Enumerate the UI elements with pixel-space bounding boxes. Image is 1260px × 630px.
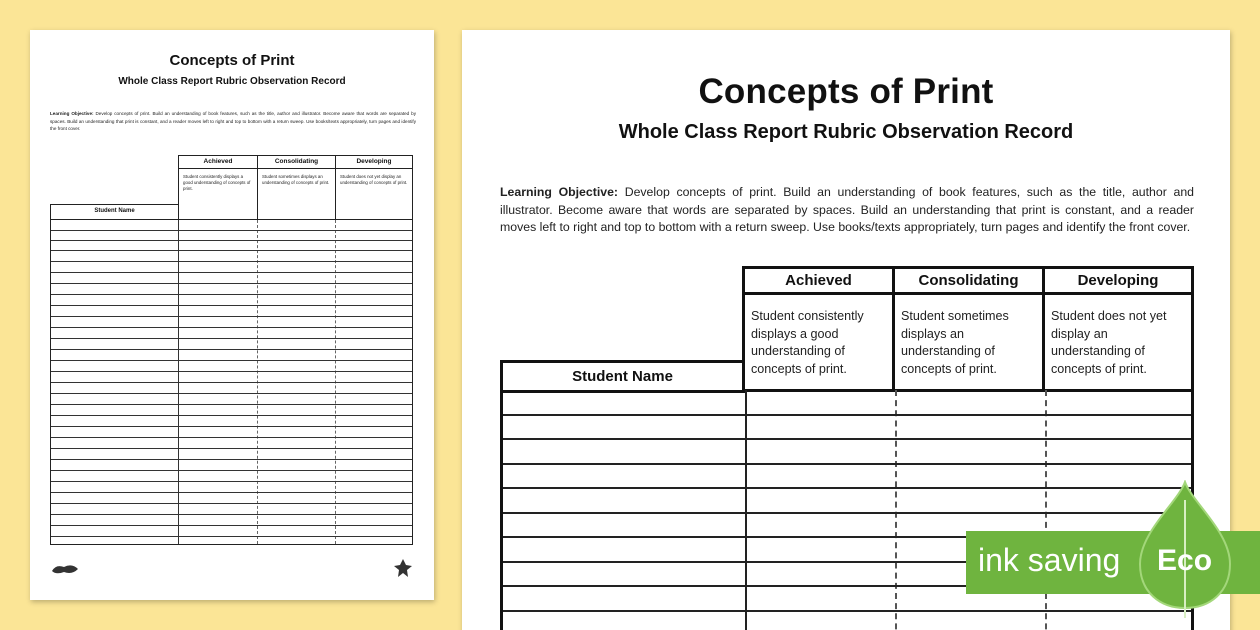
table-row <box>51 437 412 438</box>
header-developing: Developing <box>1042 266 1194 295</box>
desc-consolidating: Student sometimes displays an understanding of concepts of print. <box>892 292 1045 392</box>
table-row <box>51 261 412 262</box>
learning-objective-label: Learning Objective: <box>500 185 619 199</box>
table-row <box>51 305 412 306</box>
ink-saving-label: ink saving <box>978 542 1121 578</box>
thumbnail-objective-text: Develop concepts of print. Build an understanding of book features, such as the title, author and illustrator. Become aware that words are separated by spaces. Build an understanding that print is constant, and a reader moves left to right and top to bottom with a return sweep. Use books/texts appropriately, turn pages and identify the front cover. <box>50 111 416 131</box>
thumbnail-objective <box>50 110 416 133</box>
table-row <box>51 459 412 460</box>
thumbnail-desc-consolidating: Student sometimes displays an understanding of concepts of print. <box>257 168 336 220</box>
desc-achieved: Student consistently displays a good understanding of concepts of print. <box>742 292 895 392</box>
table-row <box>51 525 412 526</box>
table-row <box>51 272 412 273</box>
table-row <box>503 438 1191 440</box>
crest-logo-icon <box>392 558 414 578</box>
table-row <box>503 610 1191 612</box>
table-row <box>51 426 412 427</box>
thumbnail-student-name-header: Student Name <box>50 204 179 220</box>
thumbnail-header-achieved: Achieved <box>178 155 258 169</box>
learning-objective-text: Develop concepts of print. Build an understanding of book features, such as the title, author and illustrator. Become aware that words are separated by spaces. Build an understanding that print is constant, and a reader moves left to right and top to bottom with a return sweep. Use books/texts appropriately, turn pages and identify the front cover. <box>500 185 1194 235</box>
table-row <box>51 492 412 493</box>
thumbnail-title: Concepts of Print <box>169 52 295 69</box>
eco-label: Eco <box>1157 544 1213 577</box>
table-row <box>51 316 412 317</box>
publisher-logo-icon <box>50 562 80 576</box>
table-row <box>51 283 412 284</box>
table-row <box>51 240 412 241</box>
thumbnail-objective-label: Learning Objective: <box>50 111 94 116</box>
grid-divider <box>895 390 897 630</box>
page-subtitle: Whole Class Report Rubric Observation Record <box>618 121 1074 143</box>
table-row <box>51 250 412 251</box>
table-row <box>51 382 412 383</box>
thumbnail-desc-achieved: Student consistently displays a good understanding of concepts of print. <box>178 168 258 220</box>
table-row <box>503 512 1191 514</box>
table-row <box>51 503 412 504</box>
desc-developing: Student does not yet display an understanding of concepts of print. <box>1042 292 1194 392</box>
table-row <box>51 338 412 339</box>
table-row <box>51 536 412 537</box>
header-achieved: Achieved <box>742 266 895 295</box>
grid-divider <box>745 390 747 630</box>
table-row <box>51 371 412 372</box>
table-row <box>51 294 412 295</box>
learning-objective <box>500 184 1194 237</box>
table-row <box>51 349 412 350</box>
thumbnail-header-consolidating: Consolidating <box>257 155 336 169</box>
table-row <box>51 404 412 405</box>
table-row <box>51 415 412 416</box>
thumbnail-desc-developing: Student does not yet display an understanding of concepts of print. <box>335 168 413 220</box>
thumbnail-header-developing: Developing <box>335 155 413 169</box>
thumbnail-subtitle: Whole Class Report Rubric Observation Record <box>118 76 346 87</box>
thumbnail-student-grid <box>50 219 413 545</box>
student-name-header: Student Name <box>500 360 745 393</box>
table-row <box>51 230 412 231</box>
table-row <box>51 448 412 449</box>
table-row <box>51 481 412 482</box>
table-row <box>51 514 412 515</box>
table-row <box>503 463 1191 465</box>
header-consolidating: Consolidating <box>892 266 1045 295</box>
page-title: Concepts of Print <box>698 72 994 111</box>
student-grid <box>500 390 1194 630</box>
table-row <box>503 414 1191 416</box>
table-row <box>51 470 412 471</box>
table-row <box>503 487 1191 489</box>
table-row <box>51 393 412 394</box>
page-thumbnail[interactable] <box>30 30 434 600</box>
table-row <box>51 327 412 328</box>
grid-divider <box>1045 390 1047 630</box>
table-row <box>51 360 412 361</box>
